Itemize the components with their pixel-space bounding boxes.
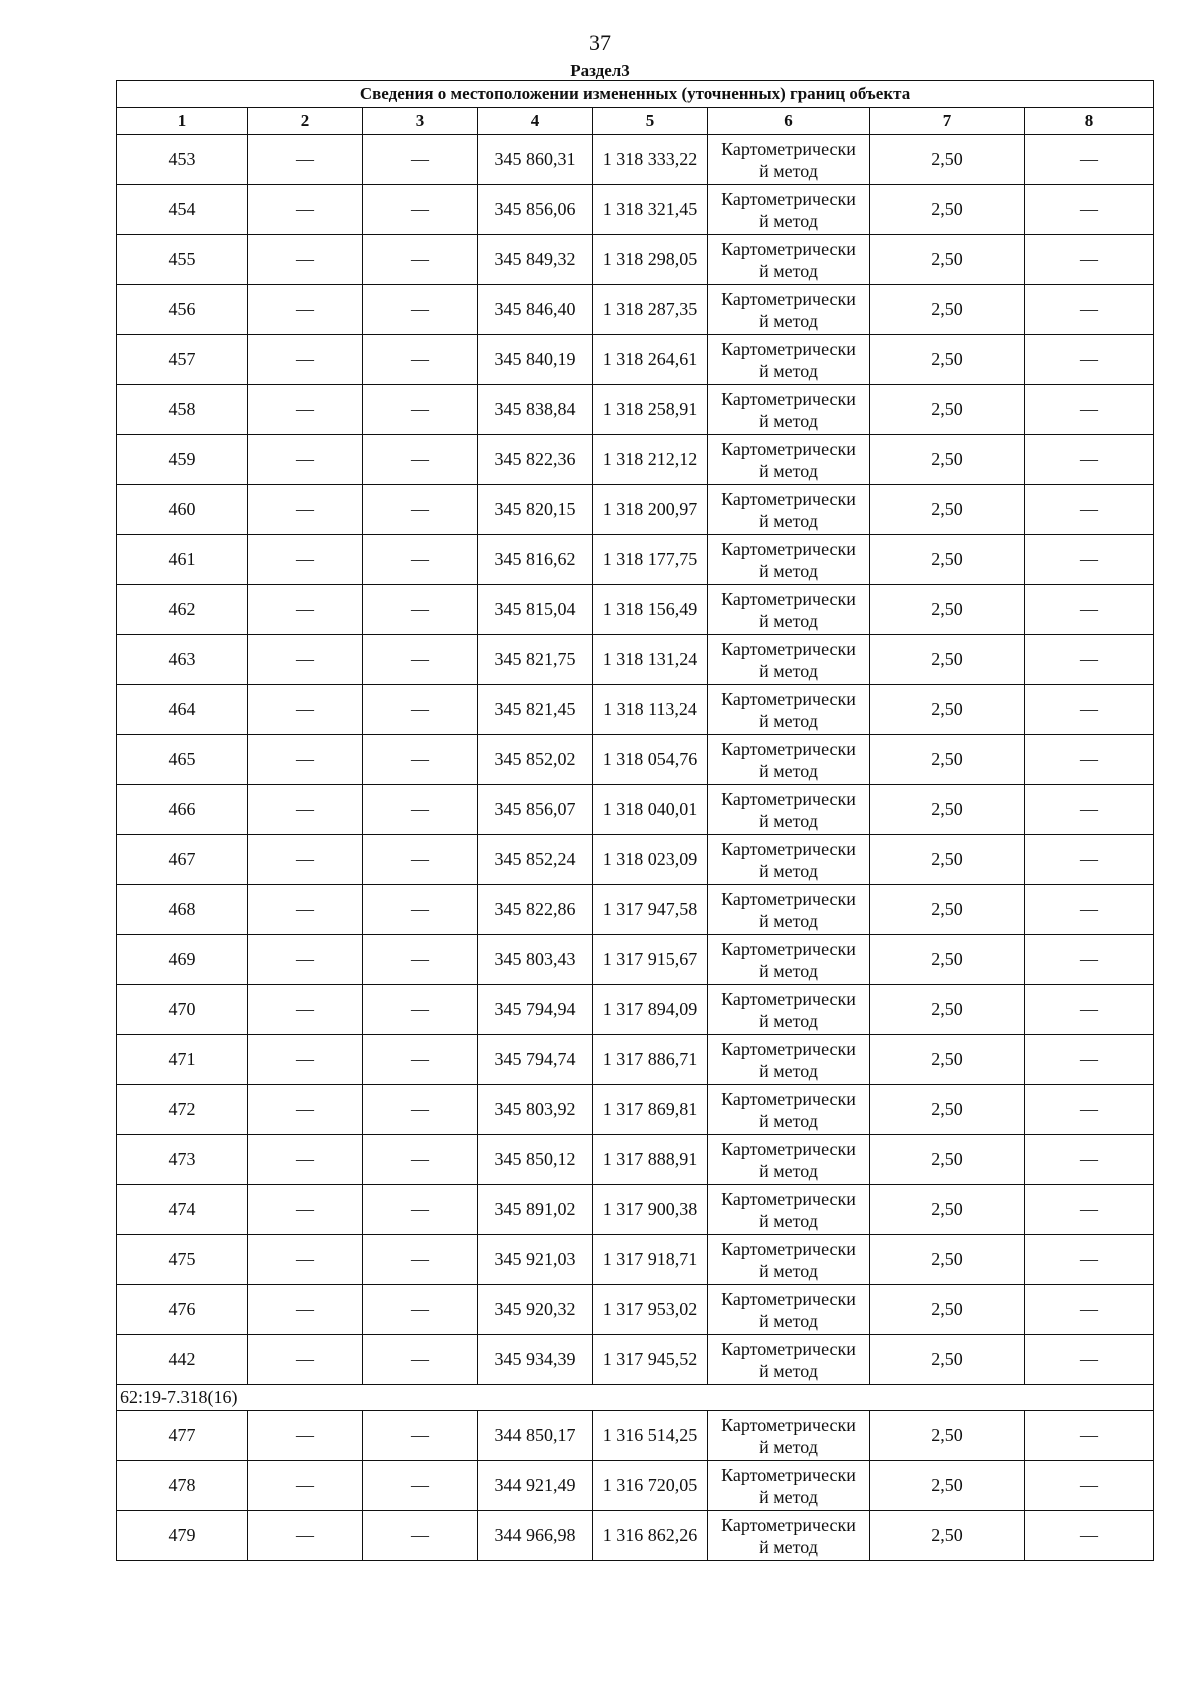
- method-cell: Картометрически й метод: [708, 1411, 870, 1461]
- coordinate-y-cell: 1 317 869,81: [593, 1085, 708, 1135]
- accuracy-cell: 2,50: [870, 1335, 1025, 1385]
- point-number-cell: 475: [117, 1235, 248, 1285]
- accuracy-cell: 2,50: [870, 735, 1025, 785]
- coordinate-x-cell: 344 850,17: [478, 1411, 593, 1461]
- dash-cell: —: [363, 835, 478, 885]
- coordinate-x-cell: 345 803,43: [478, 935, 593, 985]
- accuracy-cell: 2,50: [870, 985, 1025, 1035]
- coordinate-y-cell: 1 317 945,52: [593, 1335, 708, 1385]
- point-number-cell: 463: [117, 635, 248, 685]
- section-title: Раздел3: [570, 61, 630, 80]
- dash-cell: —: [363, 435, 478, 485]
- point-number-cell: 476: [117, 1285, 248, 1335]
- coordinate-x-cell: 345 921,03: [478, 1235, 593, 1285]
- coordinate-y-cell: 1 317 915,67: [593, 935, 708, 985]
- accuracy-cell: 2,50: [870, 185, 1025, 235]
- coordinate-y-cell: 1 316 514,25: [593, 1411, 708, 1461]
- accuracy-cell: 2,50: [870, 535, 1025, 585]
- coordinate-y-cell: 1 317 900,38: [593, 1185, 708, 1235]
- dash-cell: —: [248, 1285, 363, 1335]
- coordinate-x-cell: 345 860,31: [478, 135, 593, 185]
- coordinate-y-cell: 1 318 177,75: [593, 535, 708, 585]
- coordinate-x-cell: 345 891,02: [478, 1185, 593, 1235]
- coordinate-x-cell: 345 821,75: [478, 635, 593, 685]
- table-row: [117, 1235, 1154, 1285]
- dash-cell: —: [248, 1085, 363, 1135]
- dash-cell: —: [248, 185, 363, 235]
- accuracy-cell: 2,50: [870, 435, 1025, 485]
- dash-cell: —: [248, 785, 363, 835]
- accuracy-cell: 2,50: [870, 885, 1025, 935]
- dash-cell: —: [248, 1135, 363, 1185]
- method-cell: Картометрически й метод: [708, 535, 870, 585]
- table-row: [117, 985, 1154, 1035]
- method-cell: Картометрически й метод: [708, 935, 870, 985]
- point-number-cell: 454: [117, 185, 248, 235]
- coordinate-y-cell: 1 317 947,58: [593, 885, 708, 935]
- column-header: 6: [708, 108, 870, 135]
- coordinate-x-cell: 344 966,98: [478, 1511, 593, 1561]
- table-row: [117, 535, 1154, 585]
- coordinate-x-cell: 345 852,02: [478, 735, 593, 785]
- accuracy-cell: 2,50: [870, 285, 1025, 335]
- dash-cell: —: [363, 785, 478, 835]
- table-row: [117, 285, 1154, 335]
- coordinate-y-cell: 1 318 264,61: [593, 335, 708, 385]
- dash-cell: —: [248, 635, 363, 685]
- dash-cell: —: [1025, 1285, 1154, 1335]
- accuracy-cell: 2,50: [870, 1085, 1025, 1135]
- point-number-cell: 460: [117, 485, 248, 535]
- accuracy-cell: 2,50: [870, 1235, 1025, 1285]
- dash-cell: —: [248, 1235, 363, 1285]
- dash-cell: —: [248, 485, 363, 535]
- accuracy-cell: 2,50: [870, 835, 1025, 885]
- coordinate-y-cell: 1 318 113,24: [593, 685, 708, 735]
- point-number-cell: 461: [117, 535, 248, 585]
- column-header: 4: [478, 108, 593, 135]
- point-number-cell: 456: [117, 285, 248, 335]
- dash-cell: —: [1025, 985, 1154, 1035]
- point-number-cell: 469: [117, 935, 248, 985]
- coordinate-y-cell: 1 318 023,09: [593, 835, 708, 885]
- column-header: 7: [870, 108, 1025, 135]
- column-header: 2: [248, 108, 363, 135]
- method-cell: Картометрически й метод: [708, 435, 870, 485]
- page-number: 37: [589, 30, 611, 55]
- dash-cell: —: [363, 735, 478, 785]
- dash-cell: —: [248, 1035, 363, 1085]
- point-number-cell: 462: [117, 585, 248, 635]
- accuracy-cell: 2,50: [870, 1135, 1025, 1185]
- dash-cell: —: [248, 235, 363, 285]
- dash-cell: —: [1025, 1235, 1154, 1285]
- accuracy-cell: 2,50: [870, 1035, 1025, 1085]
- table-row: [117, 1335, 1154, 1385]
- method-cell: Картометрически й метод: [708, 885, 870, 935]
- dash-cell: —: [363, 285, 478, 335]
- point-number-cell: 464: [117, 685, 248, 735]
- dash-cell: —: [248, 935, 363, 985]
- dash-cell: —: [1025, 1461, 1154, 1511]
- method-cell: Картометрически й метод: [708, 1511, 870, 1561]
- table-row: [117, 835, 1154, 885]
- coordinate-y-cell: 1 318 333,22: [593, 135, 708, 185]
- dash-cell: —: [1025, 335, 1154, 385]
- dash-cell: —: [1025, 635, 1154, 685]
- accuracy-cell: 2,50: [870, 785, 1025, 835]
- coordinate-y-cell: 1 318 131,24: [593, 635, 708, 685]
- dash-cell: —: [248, 1335, 363, 1385]
- dash-cell: —: [1025, 685, 1154, 735]
- coordinate-x-cell: 345 822,86: [478, 885, 593, 935]
- dash-cell: —: [248, 1511, 363, 1561]
- coordinate-x-cell: 345 846,40: [478, 285, 593, 335]
- point-number-cell: 471: [117, 1035, 248, 1085]
- point-number-cell: 457: [117, 335, 248, 385]
- accuracy-cell: 2,50: [870, 1185, 1025, 1235]
- column-header: 5: [593, 108, 708, 135]
- table-row: [117, 1461, 1154, 1511]
- coordinate-y-cell: 1 318 258,91: [593, 385, 708, 435]
- method-cell: Картометрически й метод: [708, 835, 870, 885]
- point-number-cell: 477: [117, 1411, 248, 1461]
- method-cell: Картометрически й метод: [708, 285, 870, 335]
- dash-cell: —: [248, 885, 363, 935]
- point-number-cell: 474: [117, 1185, 248, 1235]
- dash-cell: —: [1025, 1085, 1154, 1135]
- coordinate-x-cell: 345 794,74: [478, 1035, 593, 1085]
- coordinate-x-cell: 345 840,19: [478, 335, 593, 385]
- coordinate-y-cell: 1 318 054,76: [593, 735, 708, 785]
- accuracy-cell: 2,50: [870, 135, 1025, 185]
- coordinate-x-cell: 344 921,49: [478, 1461, 593, 1511]
- coordinate-y-cell: 1 318 298,05: [593, 235, 708, 285]
- dash-cell: —: [363, 1335, 478, 1385]
- coordinate-x-cell: 345 849,32: [478, 235, 593, 285]
- dash-cell: —: [363, 685, 478, 735]
- method-cell: Картометрически й метод: [708, 635, 870, 685]
- dash-cell: —: [248, 735, 363, 785]
- dash-cell: —: [1025, 1335, 1154, 1385]
- dash-cell: —: [363, 635, 478, 685]
- table-row: [117, 685, 1154, 735]
- dash-cell: —: [1025, 485, 1154, 535]
- dash-cell: —: [248, 535, 363, 585]
- method-cell: Картометрически й метод: [708, 135, 870, 185]
- table-row: [117, 1035, 1154, 1085]
- coordinate-y-cell: 1 316 720,05: [593, 1461, 708, 1511]
- method-cell: Картометрически й метод: [708, 235, 870, 285]
- dash-cell: —: [248, 835, 363, 885]
- coordinate-y-cell: 1 316 862,26: [593, 1511, 708, 1561]
- dash-cell: —: [1025, 435, 1154, 485]
- method-cell: Картометрически й метод: [708, 335, 870, 385]
- coordinate-y-cell: 1 317 886,71: [593, 1035, 708, 1085]
- coordinate-x-cell: 345 821,45: [478, 685, 593, 735]
- dash-cell: —: [1025, 535, 1154, 585]
- dash-cell: —: [363, 885, 478, 935]
- coordinate-x-cell: 345 803,92: [478, 1085, 593, 1135]
- dash-cell: —: [363, 1035, 478, 1085]
- accuracy-cell: 2,50: [870, 1461, 1025, 1511]
- dash-cell: —: [1025, 385, 1154, 435]
- method-cell: Картометрически й метод: [708, 385, 870, 435]
- method-cell: Картометрически й метод: [708, 1285, 870, 1335]
- coordinate-x-cell: 345 816,62: [478, 535, 593, 585]
- table-row: [117, 585, 1154, 635]
- dash-cell: —: [363, 985, 478, 1035]
- column-header: 1: [117, 108, 248, 135]
- table-row: [117, 435, 1154, 485]
- dash-cell: —: [363, 235, 478, 285]
- accuracy-cell: 2,50: [870, 1411, 1025, 1461]
- point-number-cell: 453: [117, 135, 248, 185]
- point-number-cell: 473: [117, 1135, 248, 1185]
- coordinate-y-cell: 1 318 212,12: [593, 435, 708, 485]
- table-row: [117, 885, 1154, 935]
- coordinate-x-cell: 345 794,94: [478, 985, 593, 1035]
- coordinate-x-cell: 345 815,04: [478, 585, 593, 635]
- dash-cell: —: [363, 935, 478, 985]
- coordinate-y-cell: 1 317 953,02: [593, 1285, 708, 1335]
- coordinate-y-cell: 1 318 200,97: [593, 485, 708, 535]
- dash-cell: —: [248, 1185, 363, 1235]
- point-number-cell: 442: [117, 1335, 248, 1385]
- dash-cell: —: [363, 1135, 478, 1185]
- point-number-cell: 472: [117, 1085, 248, 1135]
- table-row: [117, 935, 1154, 985]
- dash-cell: —: [1025, 835, 1154, 885]
- accuracy-cell: 2,50: [870, 485, 1025, 535]
- dash-cell: —: [363, 585, 478, 635]
- dash-cell: —: [1025, 1035, 1154, 1085]
- accuracy-cell: 2,50: [870, 385, 1025, 435]
- table-row: [117, 1411, 1154, 1461]
- accuracy-cell: 2,50: [870, 335, 1025, 385]
- dash-cell: —: [248, 135, 363, 185]
- method-cell: Картометрически й метод: [708, 985, 870, 1035]
- dash-cell: —: [248, 985, 363, 1035]
- method-cell: Картометрически й метод: [708, 185, 870, 235]
- point-number-cell: 458: [117, 385, 248, 435]
- method-cell: Картометрически й метод: [708, 1135, 870, 1185]
- method-cell: Картометрически й метод: [708, 585, 870, 635]
- table-row: [117, 1285, 1154, 1335]
- dash-cell: —: [363, 335, 478, 385]
- dash-cell: —: [248, 435, 363, 485]
- point-number-cell: 467: [117, 835, 248, 885]
- accuracy-cell: 2,50: [870, 585, 1025, 635]
- coordinate-x-cell: 345 820,15: [478, 485, 593, 535]
- point-number-cell: 459: [117, 435, 248, 485]
- coordinate-x-cell: 345 850,12: [478, 1135, 593, 1185]
- table-caption-row: [117, 81, 1154, 108]
- dash-cell: —: [363, 1185, 478, 1235]
- dash-cell: —: [1025, 135, 1154, 185]
- point-number-cell: 479: [117, 1511, 248, 1561]
- table-row: [117, 185, 1154, 235]
- table-row: [117, 385, 1154, 435]
- accuracy-cell: 2,50: [870, 635, 1025, 685]
- coordinate-y-cell: 1 317 894,09: [593, 985, 708, 1035]
- coordinate-x-cell: 345 920,32: [478, 1285, 593, 1335]
- point-number-cell: 465: [117, 735, 248, 785]
- coordinate-y-cell: 1 318 321,45: [593, 185, 708, 235]
- table-row: [117, 635, 1154, 685]
- dash-cell: —: [248, 685, 363, 735]
- dash-cell: —: [1025, 185, 1154, 235]
- dash-cell: —: [1025, 1411, 1154, 1461]
- dash-cell: —: [1025, 1185, 1154, 1235]
- coordinate-y-cell: 1 318 040,01: [593, 785, 708, 835]
- dash-cell: —: [363, 185, 478, 235]
- coordinate-x-cell: 345 838,84: [478, 385, 593, 435]
- dash-cell: —: [1025, 235, 1154, 285]
- accuracy-cell: 2,50: [870, 1511, 1025, 1561]
- accuracy-cell: 2,50: [870, 685, 1025, 735]
- coordinate-y-cell: 1 317 918,71: [593, 1235, 708, 1285]
- dash-cell: —: [1025, 585, 1154, 635]
- method-cell: Картометрически й метод: [708, 785, 870, 835]
- column-header: 8: [1025, 108, 1154, 135]
- dash-cell: —: [1025, 935, 1154, 985]
- table-row: [117, 1135, 1154, 1185]
- method-cell: Картометрически й метод: [708, 1461, 870, 1511]
- table-row: [117, 1085, 1154, 1135]
- coordinate-y-cell: 1 318 287,35: [593, 285, 708, 335]
- point-number-cell: 468: [117, 885, 248, 935]
- dash-cell: —: [363, 1235, 478, 1285]
- dash-cell: —: [248, 335, 363, 385]
- point-number-cell: 470: [117, 985, 248, 1035]
- coordinate-x-cell: 345 934,39: [478, 1335, 593, 1385]
- dash-cell: —: [363, 1511, 478, 1561]
- cadastral-group-label: 62:19-7.318(16): [117, 1385, 1154, 1411]
- table-row: [117, 735, 1154, 785]
- dash-cell: —: [1025, 735, 1154, 785]
- coordinate-y-cell: 1 317 888,91: [593, 1135, 708, 1185]
- method-cell: Картометрически й метод: [708, 1335, 870, 1385]
- method-cell: Картометрически й метод: [708, 1085, 870, 1135]
- dash-cell: —: [248, 1461, 363, 1511]
- method-cell: Картометрически й метод: [708, 685, 870, 735]
- method-cell: Картометрически й метод: [708, 485, 870, 535]
- dash-cell: —: [1025, 1511, 1154, 1561]
- dash-cell: —: [1025, 885, 1154, 935]
- dash-cell: —: [1025, 285, 1154, 335]
- dash-cell: —: [363, 485, 478, 535]
- dash-cell: —: [363, 385, 478, 435]
- dash-cell: —: [1025, 785, 1154, 835]
- method-cell: Картометрически й метод: [708, 1185, 870, 1235]
- dash-cell: —: [363, 1411, 478, 1461]
- table-row: [117, 1511, 1154, 1561]
- dash-cell: —: [248, 385, 363, 435]
- accuracy-cell: 2,50: [870, 935, 1025, 985]
- accuracy-cell: 2,50: [870, 235, 1025, 285]
- coordinate-x-cell: 345 822,36: [478, 435, 593, 485]
- column-header-row: [117, 108, 1154, 135]
- dash-cell: —: [248, 585, 363, 635]
- table-caption: Сведения о местоположении измененных (уточненных) границ объекта: [117, 81, 1154, 108]
- method-cell: Картометрически й метод: [708, 1235, 870, 1285]
- coordinate-x-cell: 345 852,24: [478, 835, 593, 885]
- point-number-cell: 455: [117, 235, 248, 285]
- dash-cell: —: [363, 535, 478, 585]
- table-row: [117, 785, 1154, 835]
- table-row: [117, 335, 1154, 385]
- table-row: [117, 1185, 1154, 1235]
- table-row: [117, 485, 1154, 535]
- point-number-cell: 466: [117, 785, 248, 835]
- dash-cell: —: [363, 1085, 478, 1135]
- coordinate-x-cell: 345 856,06: [478, 185, 593, 235]
- dash-cell: —: [363, 1285, 478, 1335]
- table-row: [117, 135, 1154, 185]
- coordinates-table: [116, 80, 1154, 1561]
- method-cell: Картометрически й метод: [708, 735, 870, 785]
- dash-cell: —: [248, 1411, 363, 1461]
- accuracy-cell: 2,50: [870, 1285, 1025, 1335]
- method-cell: Картометрически й метод: [708, 1035, 870, 1085]
- group-header-row: [117, 1385, 1154, 1411]
- point-number-cell: 478: [117, 1461, 248, 1511]
- dash-cell: —: [363, 1461, 478, 1511]
- coordinate-y-cell: 1 318 156,49: [593, 585, 708, 635]
- dash-cell: —: [1025, 1135, 1154, 1185]
- coordinate-x-cell: 345 856,07: [478, 785, 593, 835]
- column-header: 3: [363, 108, 478, 135]
- dash-cell: —: [363, 135, 478, 185]
- table-row: [117, 235, 1154, 285]
- dash-cell: —: [248, 285, 363, 335]
